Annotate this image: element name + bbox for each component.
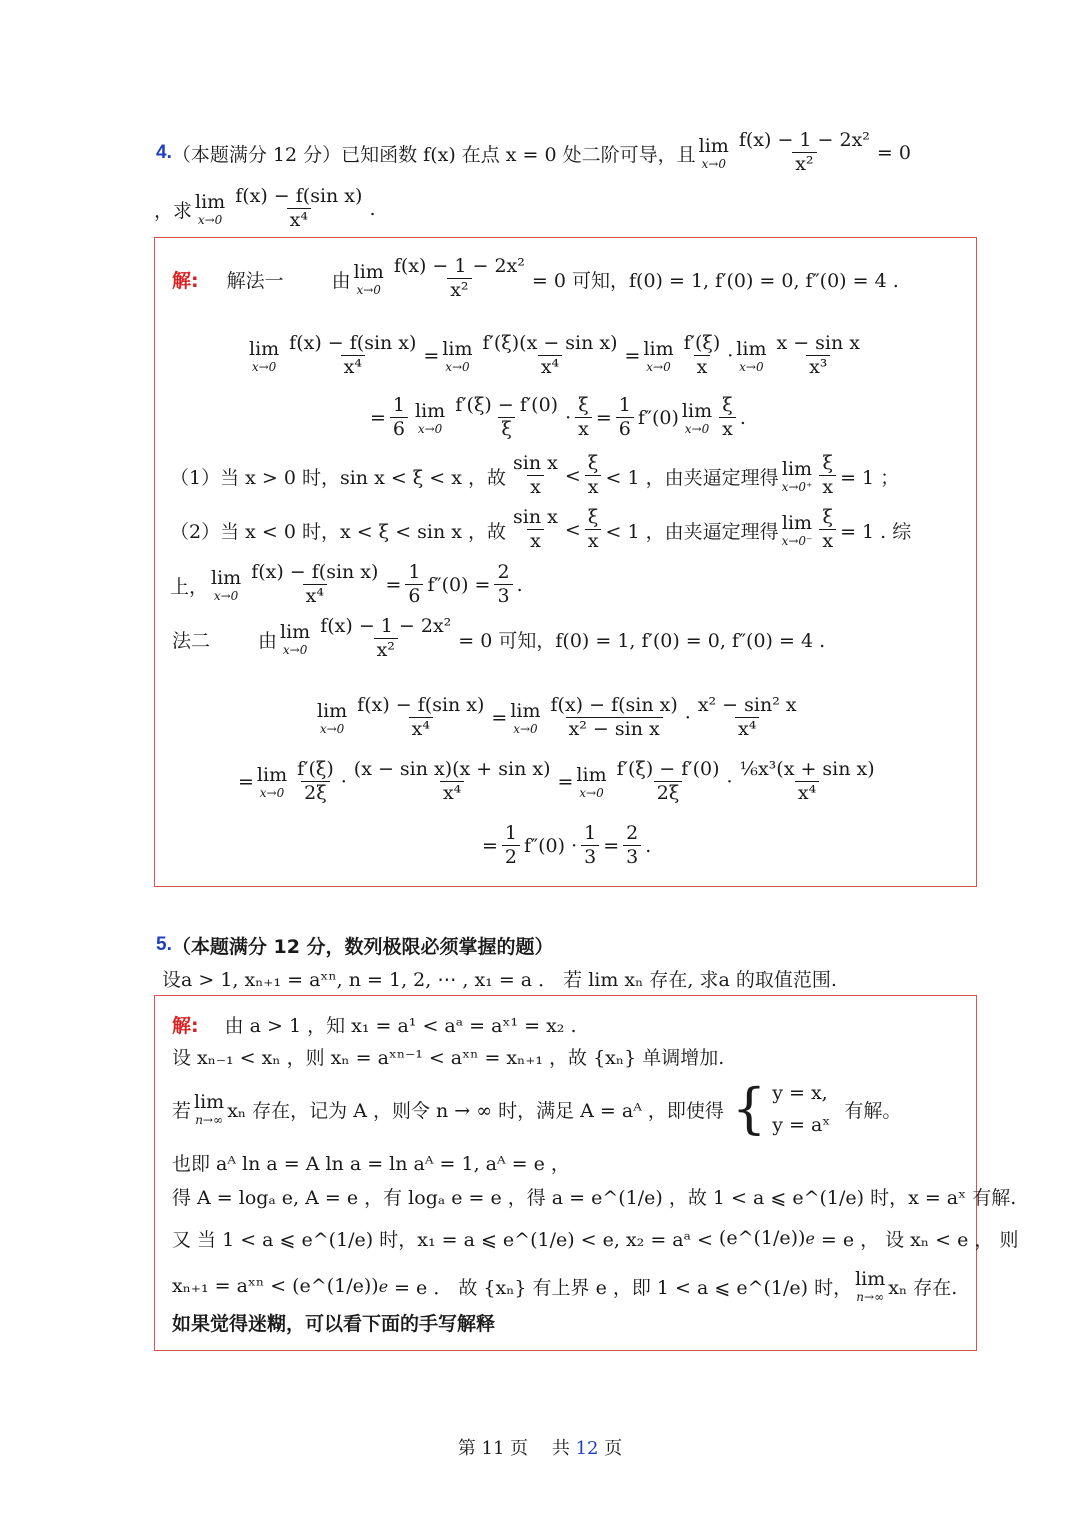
q5-sol-l8: 如果觉得迷糊，可以看下面的手写解释 [172, 1313, 496, 1335]
q4-case2-mid: < 1 ，由夹逼定理得 [605, 520, 779, 543]
q5-l7-b: = e ． 故 {xₙ} 有上界 e ，即 1 < a ⩽ e^(1/e) 时， [394, 1276, 853, 1299]
q5-solution-label: 解: [172, 1014, 199, 1037]
sinx-over-x: $\frac{\text{sin x}}{x}$ [513, 506, 558, 552]
q4-m2-eq3-f: f″(0) · [524, 835, 578, 857]
lim-op: lim x→0 [249, 337, 280, 374]
q4-solution-label: 解: [172, 269, 199, 292]
q4-case1-end: = 1 ； [840, 466, 900, 489]
sinx-over-x: $\frac{\text{sin x}}{x}$ [513, 452, 558, 498]
q4-eq2-f2: f″(0) [637, 407, 679, 429]
lim-op: lim x→0 [280, 620, 311, 657]
q5-l7-paren: (e^(1/e)) [292, 1275, 379, 1297]
lim-op: lim n→∞ [855, 1267, 886, 1304]
sys-eq1: y = x, [772, 1081, 828, 1104]
lim-op: lim n→∞ [194, 1090, 225, 1127]
q4-m2-after: = 0 可知，f(0) = 1, f′(0) = 0, f″(0) = 4 . [458, 629, 826, 652]
xi-over-x: $\frac{\xi}{x}$ [819, 453, 836, 499]
footer-suffix: 页 [604, 1438, 623, 1459]
q4-eq2-d: $\frac{1}{6}$ [616, 395, 634, 441]
q4-ask-lim: lim x→0 [195, 190, 226, 227]
q4-case1-mid: < 1 ，由夹逼定理得 [605, 466, 779, 489]
q4-ask-fraction: $\frac{\text{f(x) − f(sin x)}}{\text{x⁴}}$ [235, 185, 363, 231]
lim-op: lim x→0 [576, 763, 607, 800]
q4-concl-f: f″(0) = [427, 574, 491, 596]
q4-ask [154, 184, 375, 234]
lim-op: lim x→0 [681, 399, 713, 436]
q5-sol-l1-text: 由 a > 1 ，知 x₁ = a¹ < aᵃ = aˣ¹ = x₂ . [224, 1014, 577, 1037]
q4-eq2-b: $\frac{f'(\xi) - f'(0)}{\xi}$ [455, 394, 559, 440]
q4-sol-given-fraction: $\frac{\text{f(x) − 1 − 2x²}}{\text{x²}}$ [393, 255, 525, 301]
footer-prefix: 第 11 页 共 [457, 1438, 570, 1459]
q4-given-eq: = 0 [876, 142, 911, 164]
q5-l6-b: = e ， 设 xₙ < e ， 则 [820, 1228, 1019, 1251]
q4-number: 4. [156, 142, 172, 163]
q4-eq2-c: $\frac{\xi}{x}$ [575, 395, 592, 441]
two-thirds: $\frac{2}{3}$ [494, 562, 512, 608]
q4-case1-prefix: （1）当 x > 0 时，sin x < ξ < x ，故 [170, 466, 507, 489]
q4-m2-eq3: = $\frac{1}{2}$ f″(0) · $\frac{1}{3}$ = $\frac{2}{3}$ . [482, 822, 652, 868]
one-sixth: $\frac{1}{6}$ [405, 562, 423, 608]
q4-eq1-lhs: $\frac{\text{f(x) − f(sin x)}}{\text{x⁴}}$ [289, 332, 417, 378]
q4-header [156, 128, 911, 178]
q4-m2-eq1-lhs: $\frac{\text{f(x) − f(sin x)}}{\text{x⁴}}$ [357, 694, 485, 740]
page-footer [0, 1434, 1080, 1460]
lim-op: lim x→0 [415, 399, 446, 436]
q4-given-lim: lim x→0 [698, 134, 729, 171]
q5-l7-a: xₙ₊₁ = aˣⁿ < [172, 1275, 287, 1297]
q5-l7-end: xₙ 存在. [888, 1276, 958, 1299]
q4-case2: （2）当 x < 0 时，x < ξ < sin x ，故 $\frac{\text{sin x}}{x}$ < $\frac{\xi}{x}$ < 1 ，由夹逼定理得 lim x→0⁻ $\frac{\xi}{x}$ = 1 . 综 [170, 506, 912, 552]
lim-op: lim x→0 [643, 337, 674, 374]
left-brace-icon: { [731, 1077, 767, 1140]
q5-sol-l3 [172, 1076, 901, 1142]
lim-op: lim x→0 [256, 763, 288, 800]
q4-eq2-e: $\frac{\xi}{x}$ [719, 395, 736, 441]
q4-m2-eq2-d: $\frac{\text{⅙x³(x + sin x)}}{\text{x⁴}}$ [739, 758, 875, 804]
lim-op: lim x→0 [442, 337, 473, 374]
q5-sol-l1 [172, 1010, 576, 1038]
q5-l6-a: 又 当 1 < a ⩽ e^(1/e) 时，x₁ = a ⩽ e^(1/e) < e, x₂ = aᵃ < [172, 1228, 713, 1251]
q5-statement: 设a > 1, xₙ₊₁ = aˣⁿ, n = 1, 2, ⋯ , x₁ = a ． 若 lim xₙ 存在, 求a 的取值范围. [162, 969, 837, 991]
q4-case2-prefix: （2）当 x < 0 时，x < ξ < sin x ，故 [170, 520, 507, 543]
q4-ask-suffix: . [369, 198, 376, 220]
lim-op: lim x→0⁺ [781, 457, 813, 494]
q4-m2-by: 由 [258, 629, 278, 652]
q4-case2-end: = 1 . 综 [840, 520, 912, 543]
q4-eq1-mid: $\frac{\text{f′(ξ)(x − sin x)}}{\text{x⁴}}$ [482, 332, 618, 378]
q5-number: 5. [156, 934, 172, 955]
q4-sol-line1 [172, 254, 899, 304]
one-third: $\frac{1}{3}$ [581, 823, 599, 869]
q5-sol-l5: 得 A = logₐ e, A = e ，有 logₐ e = e ，得 a = e^(1/e) ，故 1 < a ⩽ e^(1/e) 时，x = aˣ 有解. [172, 1187, 1017, 1209]
q4-eq2: = $\frac{1}{6}$ lim x→0 $\frac{f'(\xi) - f'(0)}{\xi}$ · $\frac{\xi}{x}$ = $\frac{1}{6}$ f″(0) lim x→0 $\frac{\xi}{x}$ . [370, 394, 746, 440]
q4-m2-eq2-b: $\frac{\text{(x − sin x)(x + sin x)}}{\text{x⁴}}$ [353, 758, 551, 804]
q4-eq1-r1: $\frac{f'(\xi)}{x}$ [683, 332, 721, 378]
q4-m2-eq1: lim x→0 $\frac{\text{f(x) − f(sin x)}}{\text{x⁴}}$ = lim x→0 $\frac{\text{f(x) − f(sin x)}}{\text{x² − sin x}}$ · $\frac{\text{x² − sin² x}}{\text{x⁴}}$ [314, 692, 804, 744]
q4-m2-given-fraction: $\frac{\text{f(x) − 1 − 2x²}}{\text{x²}}$ [320, 615, 452, 661]
q5-l7-exp: e [378, 1276, 389, 1296]
q4-m2-eq2: = lim x→0 $\frac{f'(\xi)}{2\xi}$ · $\frac{\text{(x − sin x)(x + sin x)}}{\text{x⁴}}$ = lim x→0 $\frac{f'(\xi) - f'(0)}{2\xi}$ · $\frac{\text{⅙x³(x + sin x)}}{\text{x⁴}}$ [238, 756, 882, 808]
q4-header-text: （本题满分 12 分）已知函数 f(x) 在点 x = 0 处二阶可导，且 [171, 143, 696, 166]
xi-over-x: $\frac{\xi}{x}$ [585, 453, 602, 499]
q4-concl-prefix: 上， [170, 575, 209, 598]
lim-op: lim x→0 [353, 260, 384, 297]
equation-system [772, 1077, 830, 1142]
q4-method2-title: 法二 [172, 629, 211, 652]
xi-over-x: $\frac{\xi}{x}$ [585, 507, 602, 553]
sys-eq2: y = aˣ [772, 1114, 831, 1136]
q5-sol-l2: 设 xₙ₋₁ < xₙ ，则 xₙ = aˣⁿ⁻¹ < aˣⁿ = xₙ₊₁ ，故 {xₙ} 单调增加. [172, 1047, 725, 1069]
q4-eq1: lim x→0 $\frac{\text{f(x) − f(sin x)}}{\text{x⁴}}$ = lim x→0 $\frac{\text{f′(ξ)(x − sin x)}}{\text{x⁴}}$ = lim x→0 $\frac{f'(\xi)}{x}$ · lim x→0 $\frac{\text{x − sin x}}{\text{x³}}$ [246, 330, 867, 382]
q4-m2-eq3-end: . [645, 835, 652, 857]
lim-op: lim x→0⁻ [781, 511, 813, 548]
xi-over-x: $\frac{\xi}{x}$ [819, 507, 836, 553]
q4-concl-end: . [516, 574, 523, 596]
q5-l6-exp: e [805, 1228, 815, 1248]
q5-sol-l7 [172, 1264, 957, 1308]
one-half: $\frac{1}{2}$ [502, 823, 520, 869]
q4-method2 [172, 614, 825, 664]
q5-sol-l6 [172, 1216, 1018, 1260]
q4-m2-eq1-r: $\frac{\text{x² − sin² x}}{\text{x⁴}}$ [697, 694, 797, 740]
q4-by: 由 [331, 269, 351, 292]
lim-op: lim x→0 [317, 699, 348, 736]
lim-op: lim x→0 [736, 337, 767, 374]
q4-given-fraction: $\frac{\text{f(x) − 1 − 2x²}}{\text{x²}}$ [738, 129, 870, 175]
lim-op: lim x→0 [510, 699, 541, 736]
q5-l3-end: 有解。 [844, 1099, 902, 1122]
footer-total-pages: 12 [575, 1438, 599, 1459]
q4-concl-fraction: $\frac{\text{f(x) − f(sin x)}}{\text{x⁴}}$ [251, 561, 379, 607]
q5-sol-l4: 也即 aᴬ ln a = A ln a = ln aᴬ = 1, aᴬ = e ， [172, 1153, 570, 1175]
q4-conclusion: 上， lim x→0 $\frac{\text{f(x) − f(sin x)}}{\text{x⁴}}$ = $\frac{1}{6}$ f″(0) = $\frac{2}{3}$ . [170, 561, 523, 607]
q4-method1-title: 解法一 [226, 269, 284, 292]
q4-m2-eq2-a: $\frac{f'(\xi)}{2\xi}$ [297, 758, 334, 804]
q4-ask-prefix: ，求 [154, 199, 193, 222]
q5-l3-mid: xₙ 存在，记为 A ，则令 n → ∞ 时，满足 A = aᴬ ，即使得 [227, 1099, 724, 1122]
two-thirds: $\frac{2}{3}$ [623, 823, 641, 869]
q4-sol-line1-after: = 0 可知，f(0) = 1, f′(0) = 0, f″(0) = 4 . [531, 269, 899, 292]
lim-op: lim x→0 [211, 566, 242, 603]
q4-m2-eq2-c: $\frac{f'(\xi) - f'(0)}{2\xi}$ [616, 758, 720, 804]
q5-l6-paren: (e^(1/e)) [718, 1227, 806, 1249]
q5-header [156, 930, 554, 960]
q4-case1: （1）当 x > 0 时，sin x < ξ < x ，故 $\frac{\text{sin x}}{x}$ < $\frac{\xi}{x}$ < 1 ，由夹逼定理得 lim x→0⁺ $\frac{\xi}{x}$ = 1 ； [170, 452, 900, 498]
q4-m2-eq1-mid: $\frac{\text{f(x) − f(sin x)}}{\text{x² − sin x}}$ [550, 694, 678, 740]
q5-header-text: （本题满分 12 分，数列极限必须掌握的题） [171, 935, 554, 958]
q4-eq2-a: $\frac{1}{6}$ [390, 395, 408, 441]
q4-eq1-r2: $\frac{\text{x − sin x}}{\text{x³}}$ [776, 332, 861, 378]
q5-l3-prefix: 若 [172, 1099, 192, 1122]
